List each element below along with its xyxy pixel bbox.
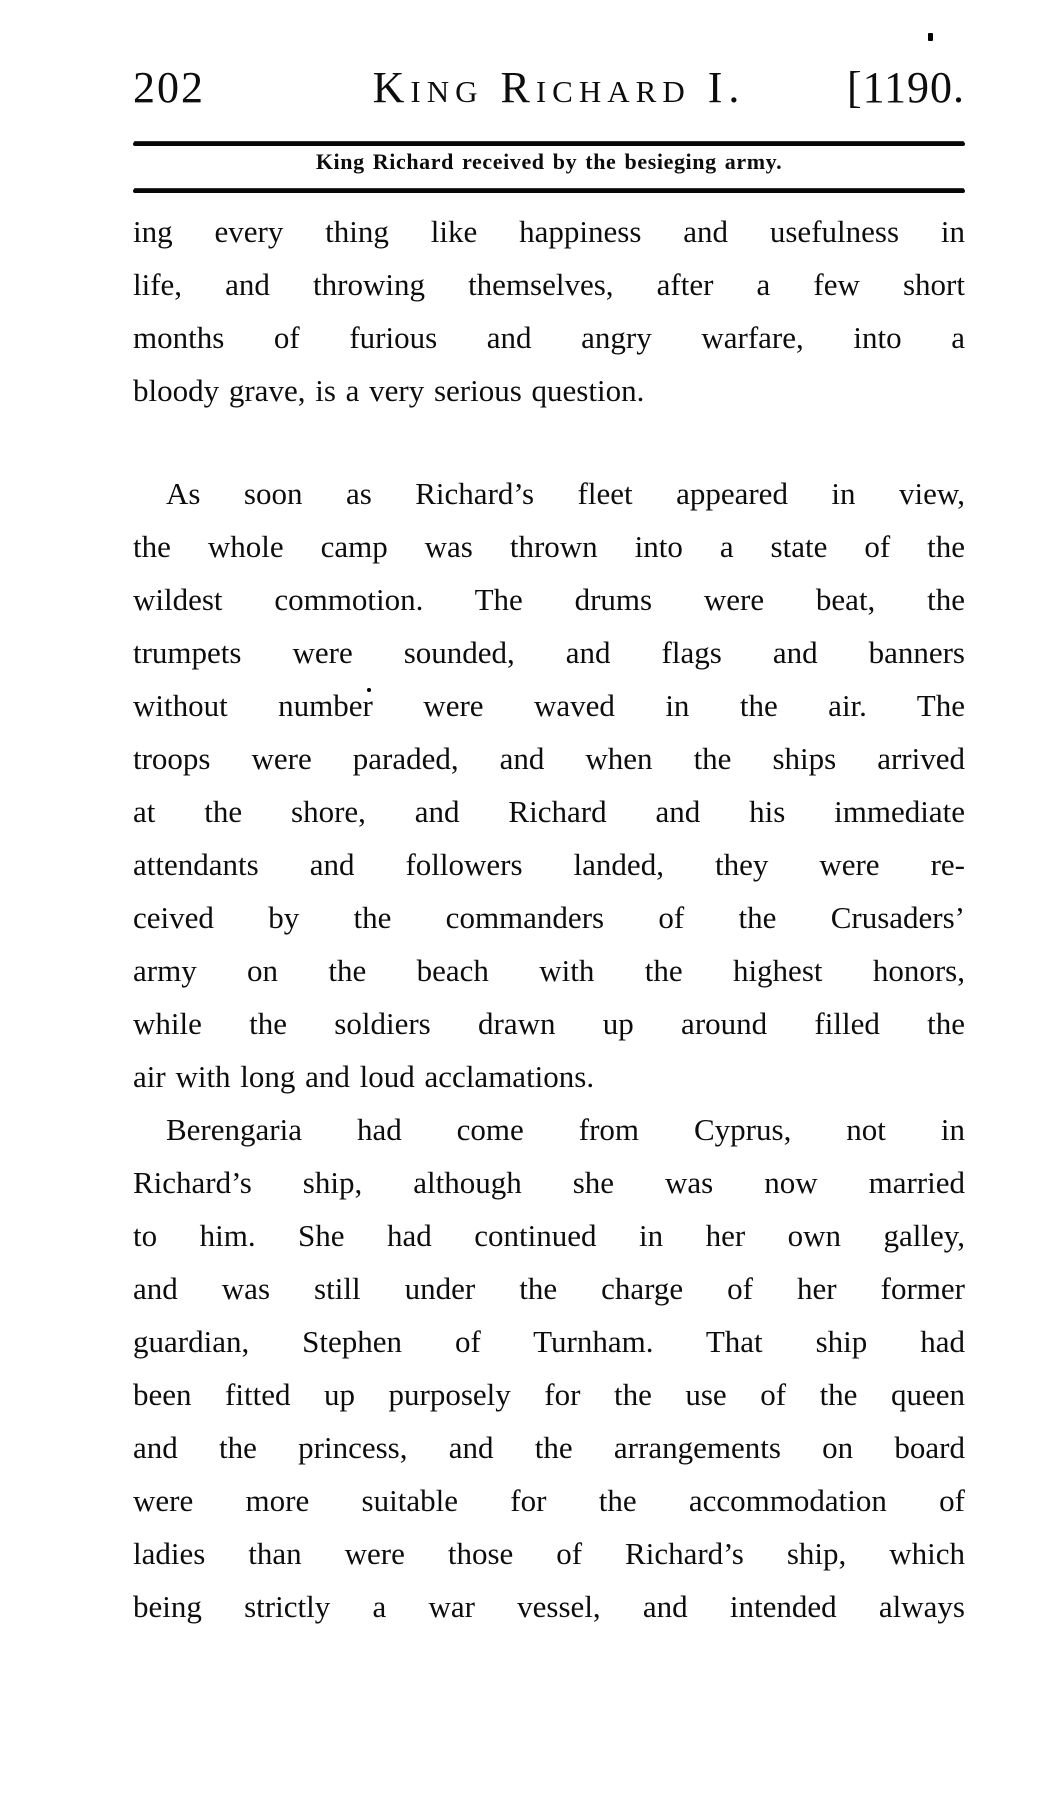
- text-line: ladies than were those of Richard’s ship, which: [133, 1536, 965, 1571]
- paragraph-fleet-arrival: [133, 467, 965, 1103]
- text-line: Berengaria had come from Cyprus, not in: [166, 1112, 965, 1147]
- text-line: while the soldiers drawn up around filled the: [133, 1006, 965, 1041]
- text-line: being strictly a war vessel, and intended always: [133, 1589, 965, 1624]
- text-line: wildest commotion. The drums were beat, the: [133, 582, 965, 617]
- text-block: [133, 0, 965, 1795]
- text-line: and was still under the charge of her former: [133, 1271, 965, 1306]
- text-line: As soon as Richard’s fleet appeared in view,: [166, 476, 965, 511]
- page-header: [133, 62, 965, 112]
- text-line: at the shore, and Richard and his immediate: [133, 794, 965, 829]
- header-rule-bottom: [133, 189, 965, 193]
- text-line: trumpets were sounded, and flags and banners: [133, 635, 965, 670]
- text-line: ceived by the commanders of the Crusaders’: [133, 900, 965, 935]
- text-line: the whole camp was thrown into a state of the: [133, 529, 965, 564]
- text-line: guardian, Stephen of Turnham. That ship had: [133, 1324, 965, 1359]
- running-title: King Richard I.: [372, 63, 746, 112]
- text-line: ing every thing like happiness and usefulness in: [133, 214, 965, 249]
- text-line: been fitted up purposely for the use of the queen: [133, 1377, 965, 1412]
- text-line: army on the beach with the highest honors,: [133, 953, 965, 988]
- text-line: bloody grave, is a very serious question.: [133, 373, 645, 408]
- paragraph-continuation: [133, 205, 965, 417]
- page-number: 202: [133, 63, 205, 112]
- body-text: [133, 205, 965, 1633]
- text-line: and the princess, and the arrangements on board: [133, 1430, 965, 1465]
- paragraph-berengaria: [133, 1103, 965, 1633]
- section-header: King Richard received by the besieging army.: [315, 149, 783, 174]
- year-marker: [1190.: [846, 63, 965, 112]
- text-line: months of furious and angry warfare, into a: [133, 320, 965, 355]
- text-line: to him. She had continued in her own galley,: [133, 1218, 965, 1253]
- text-line: attendants and followers landed, they were re-: [133, 847, 965, 882]
- text-line: without number were waved in the air. The: [133, 688, 965, 723]
- text-line: Richard’s ship, although she was now married: [133, 1165, 965, 1200]
- header-rule-top: [133, 142, 965, 146]
- text-line: life, and throwing themselves, after a few short: [133, 267, 965, 302]
- text-line: air with long and loud acclamations.: [133, 1059, 595, 1094]
- text-line: were more suitable for the accommodation of: [133, 1483, 965, 1518]
- text-line: troops were paraded, and when the ships arrived: [133, 741, 965, 776]
